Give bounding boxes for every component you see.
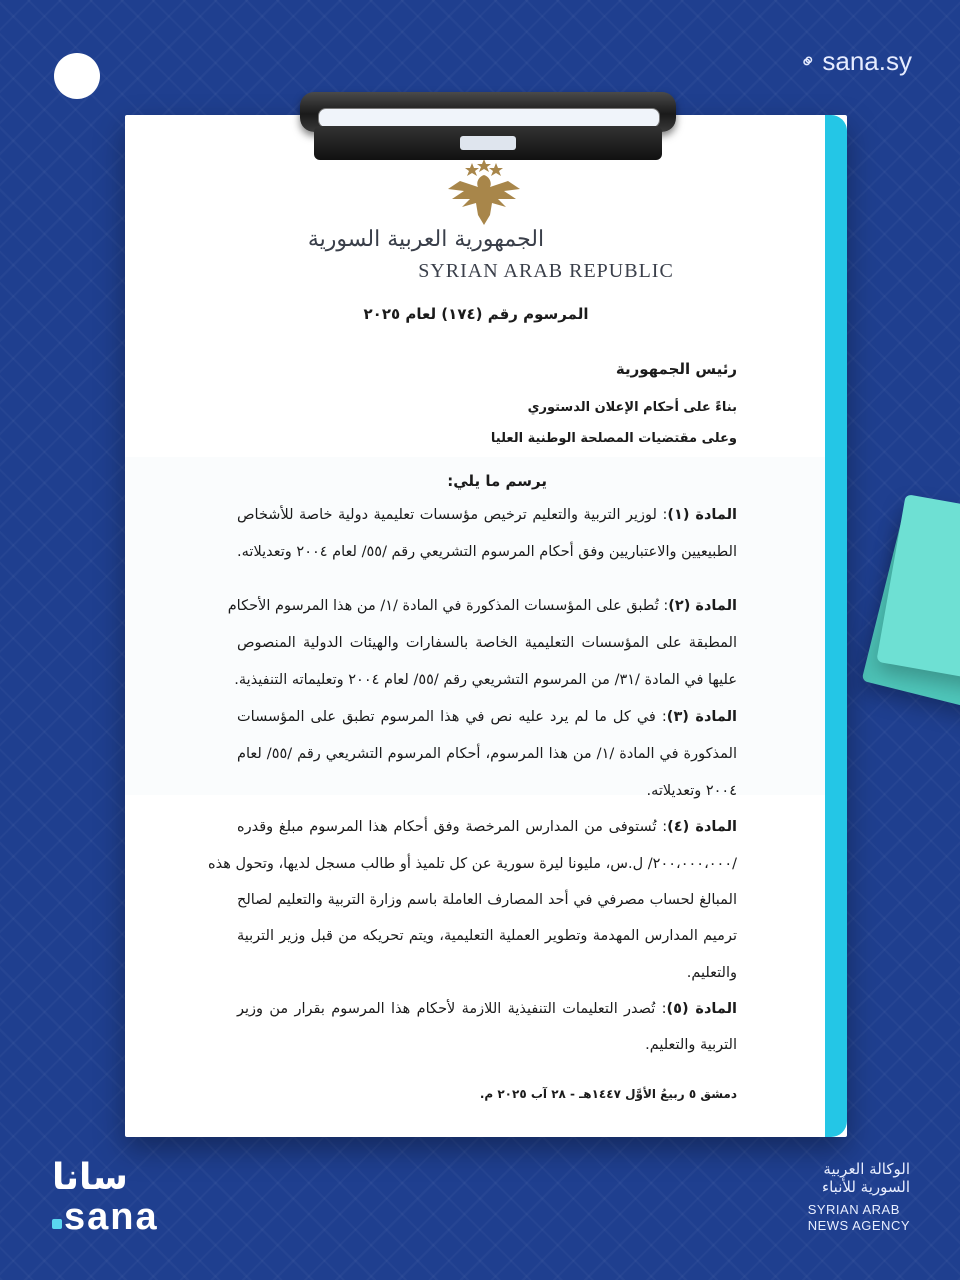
country-name-english: SYRIAN ARAB REPUBLIC [418, 260, 674, 282]
president-heading: رئيس الجمهورية [615, 360, 737, 378]
article-1-line: المادة (١): لوزير التربية والتعليم ترخيص مؤسسات تعليمية دولية خاصة للأشخاص [237, 507, 737, 523]
decree-title: المرسوم رقم (١٧٤) لعام ٢٠٢٥ [363, 305, 589, 323]
body-line: عليها في المادة /٣١/ من المرسوم التشريعي رقم /٥٥/ لعام ٢٠٠٤ وتعليماته التنفيذية. [234, 672, 737, 688]
body-line: التربية والتعليم. [645, 1037, 737, 1053]
sana-logo-arabic: سانا [52, 1157, 128, 1198]
decorative-circle [54, 53, 100, 99]
decree-document [125, 115, 847, 1137]
body-line: /٢٠٠،٠٠٠،٠٠٠/ ل.س، مليونا ليرة سورية عن كل تلميذ أو طالب مسجل لديها، وتحول هذه [208, 856, 737, 872]
body-line: ٢٠٠٤ وتعديلاته. [646, 783, 737, 799]
source-link[interactable] [794, 46, 912, 77]
link-icon: ⚭ [794, 48, 823, 76]
logo-dot-icon [52, 1219, 62, 1229]
article-2-line: المادة (٢): تُطبق على المؤسسات المذكورة في المادة /١/ من هذا المرسوم الأحكام [227, 598, 737, 614]
agency-name-english: SYRIAN ARAB NEWS AGENCY [807, 1202, 910, 1234]
decorative-note [876, 494, 960, 686]
basis-line-2: وعلى مقتضيات المصلحة الوطنية العليا [490, 431, 737, 446]
body-line: والتعليم. [686, 965, 737, 981]
body-line: المذكورة في المادة /١/ من هذا المرسوم، أحكام المرسوم التشريعي رقم /٥٥/ لعام [237, 746, 737, 762]
source-label: sana.sy [822, 46, 912, 76]
document-paper [125, 115, 847, 1137]
decrees-heading: يرسم ما يلي: [447, 472, 547, 490]
body-line: المطبقة على المؤسسات التعليمية الخاصة بالسفارات والهيئات الدولية المنصوص [237, 635, 737, 651]
agency-name-arabic: الوكالة العربية السورية للأنباء [822, 1160, 910, 1196]
article-3-line: المادة (٣): في كل ما لم يرد عليه نص في هذا المرسوم تطبق على المؤسسات [237, 709, 737, 725]
body-line: ترميم المدارس المهدمة وتطوير العملية التعليمية، ويتم تحريكه من قبل وزير التربية [237, 928, 737, 944]
country-name-arabic: الجمهورية العربية السورية [307, 227, 545, 252]
agency-name [808, 1160, 910, 1235]
sana-logo [52, 1157, 159, 1238]
decree-date: دمشق ٥ ربيعُ الأوَّل ١٤٤٧هـ - ٢٨ آب ٢٠٢٥ م. [479, 1087, 737, 1101]
article-4-line: المادة (٤): تُستوفى من المدارس المرخصة وفق أحكام هذا المرسوم مبلغ وقدره [237, 819, 737, 835]
basis-line-1: بناءً على أحكام الإعلان الدستوري [527, 400, 737, 415]
eagle-emblem [442, 159, 526, 229]
clipboard-clip [300, 84, 676, 162]
body-line: الطبيعيين والاعتباريين وفق أحكام المرسوم التشريعي رقم /٥٥/ لعام ٢٠٠٤ وتعديلاته. [237, 544, 737, 560]
body-line: المبالغ لحساب مصرفي في أحد المصارف العاملة باسم وزارة التربية والتعليم لصالح [237, 892, 737, 908]
sana-logo-english: sana [52, 1198, 159, 1236]
article-5-line: المادة (٥): تُصدر التعليمات التنفيذية اللازمة لأحكام هذا المرسوم بقرار من وزير [237, 1001, 737, 1017]
